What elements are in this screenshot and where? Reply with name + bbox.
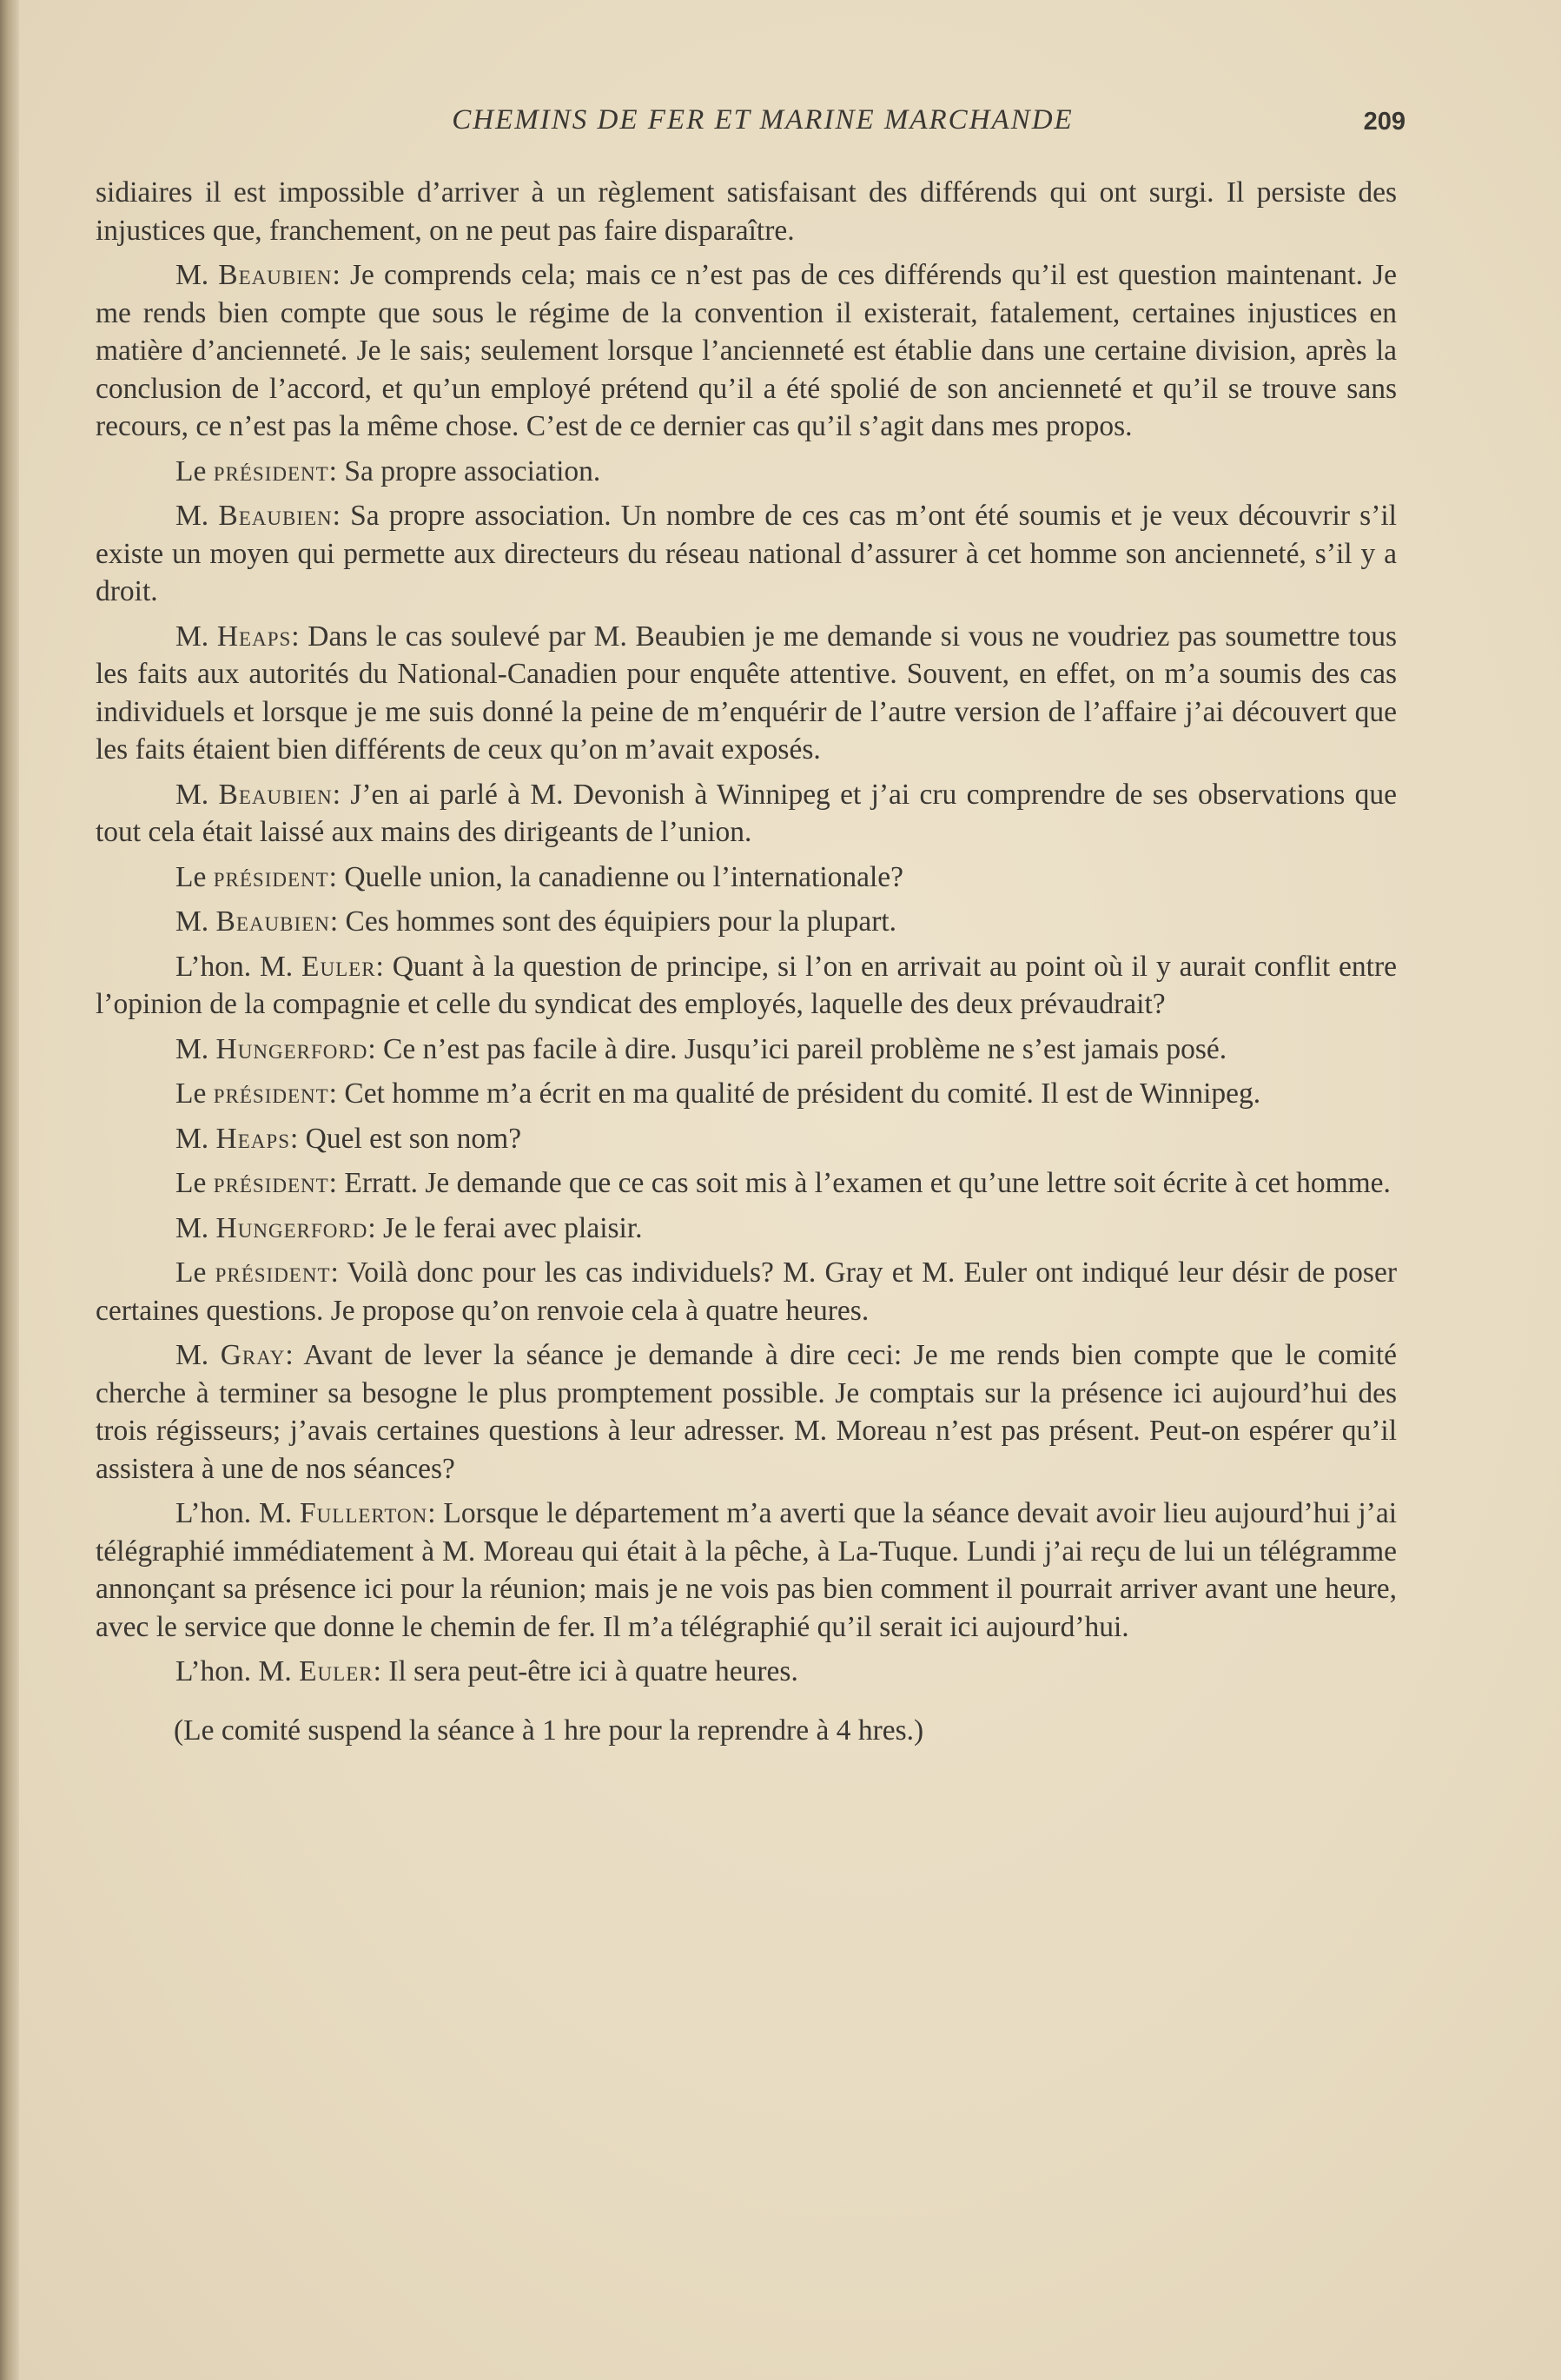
page-header [94, 104, 1406, 148]
speaker-prefix: M. [175, 1339, 221, 1371]
speaker-prefix: M. [175, 1032, 216, 1065]
paragraph [96, 1254, 1397, 1329]
speaker-name: Hungerford [215, 1211, 368, 1244]
paragraph [96, 174, 1397, 249]
speaker-prefix: L’hon. M. [175, 1655, 300, 1687]
paragraph-text: : Quant à la question de principe, si l’on en arrivait au point où il y aurait conflit entre l’opinion de la compagnie et celle du syndicat des employés, laquelle des deux prévaudrait? [96, 950, 1397, 1020]
paragraph [96, 859, 1397, 897]
paragraph [96, 256, 1397, 446]
speaker-name: Beaubien [218, 259, 333, 291]
speaker-name: président [213, 1077, 329, 1110]
speaker-name: Beaubien [215, 905, 330, 938]
paragraph-text: : Dans le cas soulevé par M. Beaubien je me demande si vous ne voudriez pas soumettre tous les faits aux autorités du National-Canadien pour enquête attentive. Souvent, en effet, on m’a soumis des cas individuels et lorsque je me suis donné la peine de m’enquérir de l’autre version de l’affaire j’ai découvert que les faits étaient bien différents de ceux qu’on m’avait exposés. [96, 620, 1397, 766]
paragraph-text: : Avant de lever la séance je demande à dire ceci: Je me rends bien compte que le comité cherche à terminer sa besogne le plus promptement possible. Je comptais sur la présence ici aujourd’hui des trois régisseurs; j’avais certaines questions à leur adresser. M. Moreau n’est pas présent. Peut-on espérer qu’il assistera à une de nos séances? [96, 1339, 1397, 1485]
speaker-name: Beaubien [218, 778, 333, 811]
paragraph [96, 618, 1397, 769]
paragraph [96, 1336, 1397, 1488]
speaker-prefix: M. [175, 778, 219, 811]
speaker-prefix: M. [175, 259, 219, 291]
paragraph-text: : Quel est son nom? [289, 1122, 522, 1155]
paragraph [96, 1031, 1397, 1069]
paragraph-text: : J’en ai parlé à M. Devonish à Winnipeg et j’ai cru comprendre de ses observations que tout cela était laissé aux mains des dirigeants de l’union. [96, 778, 1397, 848]
page-number: 209 [1363, 108, 1406, 136]
paragraph [96, 903, 1397, 941]
speaker-prefix: L’hon. M. [175, 1497, 301, 1529]
speaker-name: Euler [301, 950, 376, 983]
paragraph [96, 1653, 1397, 1691]
speaker-prefix: Le [175, 454, 214, 487]
speaker-name: Fullerton [300, 1497, 428, 1529]
speaker-name: Hungerford [215, 1032, 368, 1065]
paragraph [96, 497, 1397, 611]
closing-note: (Le comité suspend la séance à 1 hre pour la reprendre à 4 hres.) [174, 1714, 924, 1747]
paragraph [96, 948, 1397, 1024]
speaker-prefix: M. [175, 1211, 216, 1244]
paragraph [96, 453, 1397, 491]
speaker-name: Gray [220, 1339, 286, 1371]
paragraph [96, 1210, 1397, 1248]
paragraph-text: : Je le ferai avec plaisir. [367, 1211, 643, 1244]
speaker-name: président [213, 1167, 329, 1199]
paragraph [96, 1075, 1397, 1113]
speaker-prefix: M. [175, 905, 216, 938]
paragraph-text: sidiaires il est impossible d’arriver à un règlement satisfaisant des différends qui ont surgi. Il persiste des injustices que, franchement, on ne peut pas faire disparaître. [96, 176, 1397, 247]
speaker-prefix: L’hon. M. [175, 950, 302, 983]
speaker-name: président [213, 860, 329, 893]
speaker-name: Beaubien [218, 500, 333, 532]
speaker-name: Heaps [215, 1122, 290, 1155]
paragraph-text: : Ce n’est pas facile à dire. Jusqu’ici pareil problème ne s’est jamais posé. [367, 1032, 1227, 1065]
speaker-name: président [213, 454, 329, 487]
paragraph-text: : Ces hommes sont des équipiers pour la plupart. [329, 905, 897, 938]
paragraph-text: : Voilà donc pour les cas individuels? M. Gray et M. Euler ont indiqué leur désir de poser certaines questions. Je propose qu’on renvoie cela à quatre heures. [96, 1256, 1397, 1327]
paragraph-text: : Erratt. Je demande que ce cas soit mis à l’examen et qu’une lettre soit écrite à cet homme. [328, 1167, 1391, 1199]
paragraph-text: : Cet homme m’a écrit en ma qualité de président du comité. Il est de Winnipeg. [328, 1077, 1261, 1110]
speaker-prefix: M. [175, 620, 217, 653]
running-title: CHEMINS DE FER ET MARINE MARCHANDE [452, 104, 1074, 136]
speaker-name: président [215, 1256, 331, 1289]
speaker-prefix: Le [175, 1256, 215, 1289]
paragraph-text: : Quelle union, la canadienne ou l’internationale? [328, 860, 904, 893]
paragraph-text: : Je comprends cela; mais ce n’est pas de ces différends qu’il est question maintenant. Je me rends bien compte que sous le régime de la convention il existerait, fatalement, certaines injustices en matière d’ancienneté. Je le sais; seulement lorsque l’ancienneté est établie dans une certaine division, après la conclusion de l’accord, et qu’un employé prétend qu’il a été spolié de son ancienneté et qu’il se trouve sans recours, ce n’est pas la même chose. C’est de ce dernier cas qu’il s’agit dans mes propos. [96, 259, 1397, 442]
paragraph-text: : Lorsque le département m’a averti que la séance devait avoir lieu aujourd’hui j’ai télégraphié immédiatement à M. Moreau qui était à la pêche, à La-Tuque. Lundi j’ai reçu de lui un télégramme annonçant sa présence ici pour la réunion; mais je ne vois pas bien comment il pourrait arriver avant une heure, avec le service que donne le chemin de fer. Il m’a télégraphié qu’il serait ici aujourd’hui. [96, 1497, 1398, 1643]
paragraph-text: : Sa propre association. [328, 454, 601, 487]
speaker-prefix: Le [175, 1167, 214, 1199]
page-body [96, 174, 1397, 1756]
paragraph [96, 1495, 1397, 1646]
paragraph [96, 776, 1397, 852]
paragraph [96, 1164, 1397, 1203]
speaker-prefix: M. [175, 1122, 216, 1155]
paragraph-text: : Sa propre association. Un nombre de ces cas m’ont été soumis et je veux découvrir s’il existe un moyen qui permette aux directeurs du réseau national d’assurer à cet homme son ancienneté, s’il y a droit. [96, 500, 1397, 607]
speaker-prefix: Le [175, 1077, 214, 1110]
paragraph [96, 1120, 1397, 1158]
page-binding-edge [0, 0, 19, 2380]
paragraph-text: : Il sera peut-être ici à quatre heures. [373, 1655, 798, 1687]
speaker-name: Euler [299, 1655, 374, 1687]
speaker-prefix: Le [175, 860, 214, 893]
speaker-prefix: M. [175, 500, 219, 532]
speaker-name: Heaps [216, 620, 292, 653]
